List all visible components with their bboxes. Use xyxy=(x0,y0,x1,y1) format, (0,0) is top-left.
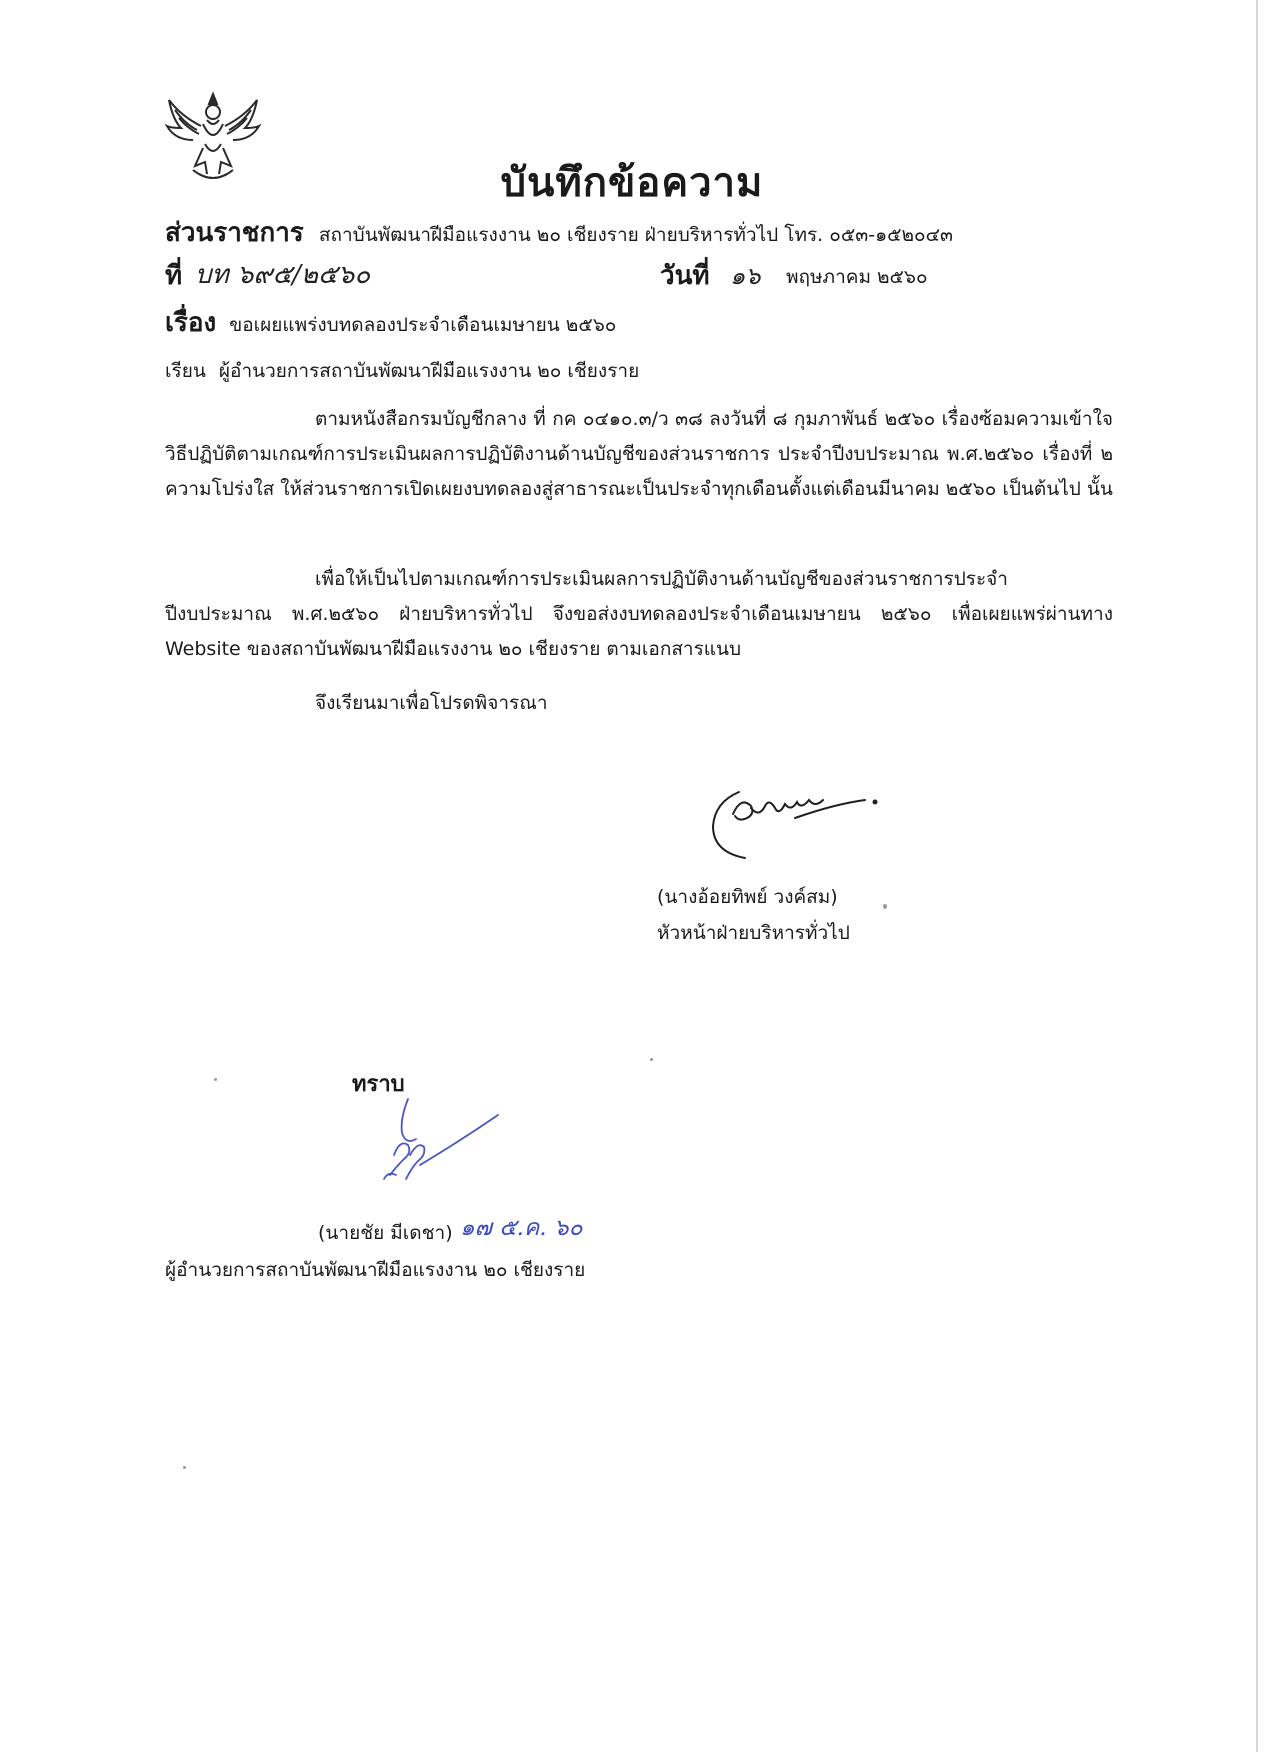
acknowledge-label: ทราบ xyxy=(352,1072,405,1097)
subject-line xyxy=(165,302,616,343)
director-position: ผู้อำนวยการสถาบันพัฒนาฝีมือแรงงาน ๒๐ เชียงราย xyxy=(165,1259,586,1281)
subject-label: เรื่อง xyxy=(165,308,217,338)
date-day: ๑๖ xyxy=(730,262,761,290)
body-paragraph-2: เพื่อให้เป็นไปตามเกณฑ์การประเมินผลการปฏิบัติงานด้านบัญชีของส่วนราชการประจำปีงบประมาณ พ.ศ.๒๕๖๐ ฝ่ายบริหารทั่วไป จึงขอส่งงบทดลองประจำเดือนเมษายน ๒๕๖๐ เพื่อเผยแพร่ผ่านทาง Website ของสถาบันพัฒนาฝีมือแรงงาน ๒๐ เชียงราย ตามเอกสารแนบ xyxy=(165,568,1113,660)
date-line xyxy=(660,255,710,296)
scan-edge xyxy=(1256,0,1258,1752)
ink-mark xyxy=(883,904,887,909)
agency-value: สถาบันพัฒนาฝีมือแรงงาน ๒๐ เชียงราย ฝ่ายบริหารทั่วไป โทร. ๐๕๓-๑๕๒๐๔๓ xyxy=(318,224,954,246)
body-paragraph-1: ตามหนังสือกรมบัญชีกลาง ที่ กค ๐๔๑๐.๓/ว ๓๘ ลงวันที่ ๘ กุมภาพันธ์ ๒๕๖๐ เรื่องซ้อมความเข้าใจวิธีปฏิบัติตามเกณฑ์การประเมินผลการปฏิบัติงานด้านบัญชีของส่วนราชการ ประจำปีงบประมาณ พ.ศ.๒๕๖๐ เรื่องที่ ๒ ความโปร่งใส ให้ส่วนราชการเปิดเผยงบทดลองสู่สาธารณะเป็นประจำทุกเดือนตั้งแต่เดือนมีนาคม ๒๕๖๐ เป็นต้นไป นั้น xyxy=(165,408,1113,500)
director-name: (นายชัย มีเดชา) xyxy=(318,1222,453,1244)
scan-speck xyxy=(183,1466,186,1469)
subject-value: ขอเผยแพร่งบทดลองประจำเดือนเมษายน ๒๕๖๐ xyxy=(229,314,617,336)
memo-title: บันทึกข้อความ xyxy=(500,160,764,206)
signer-signature xyxy=(705,778,885,863)
signer-position: หัวหน้าฝ่ายบริหารทั่วไป xyxy=(657,922,850,944)
signer-name: (นางอ้อยทิพย์ วงค์สม) xyxy=(657,886,838,908)
agency-line xyxy=(165,212,953,253)
date-month-year: พฤษภาคม ๒๕๖๐ xyxy=(786,266,928,288)
to-line xyxy=(165,356,639,386)
reference-line xyxy=(165,255,182,296)
to-value: ผู้อำนวยการสถาบันพัฒนาฝีมือแรงงาน ๒๐ เชียงราย xyxy=(218,360,640,382)
date-label: วันที่ xyxy=(660,261,710,291)
closing-line: จึงเรียนมาเพื่อโปรดพิจารณา xyxy=(315,692,548,714)
reference-label: ที่ xyxy=(165,261,183,291)
acknowledge-date-handwritten: ๑๗ ๕.ค. ๖๐ xyxy=(460,1215,583,1241)
reference-number: บท ๖๙๕/๒๕๖๐ xyxy=(195,260,371,290)
scan-speck xyxy=(214,1078,217,1081)
director-signature xyxy=(370,1095,510,1205)
to-label: เรียน xyxy=(165,360,206,382)
scan-speck xyxy=(650,1058,653,1061)
agency-label: ส่วนราชการ xyxy=(165,218,304,248)
